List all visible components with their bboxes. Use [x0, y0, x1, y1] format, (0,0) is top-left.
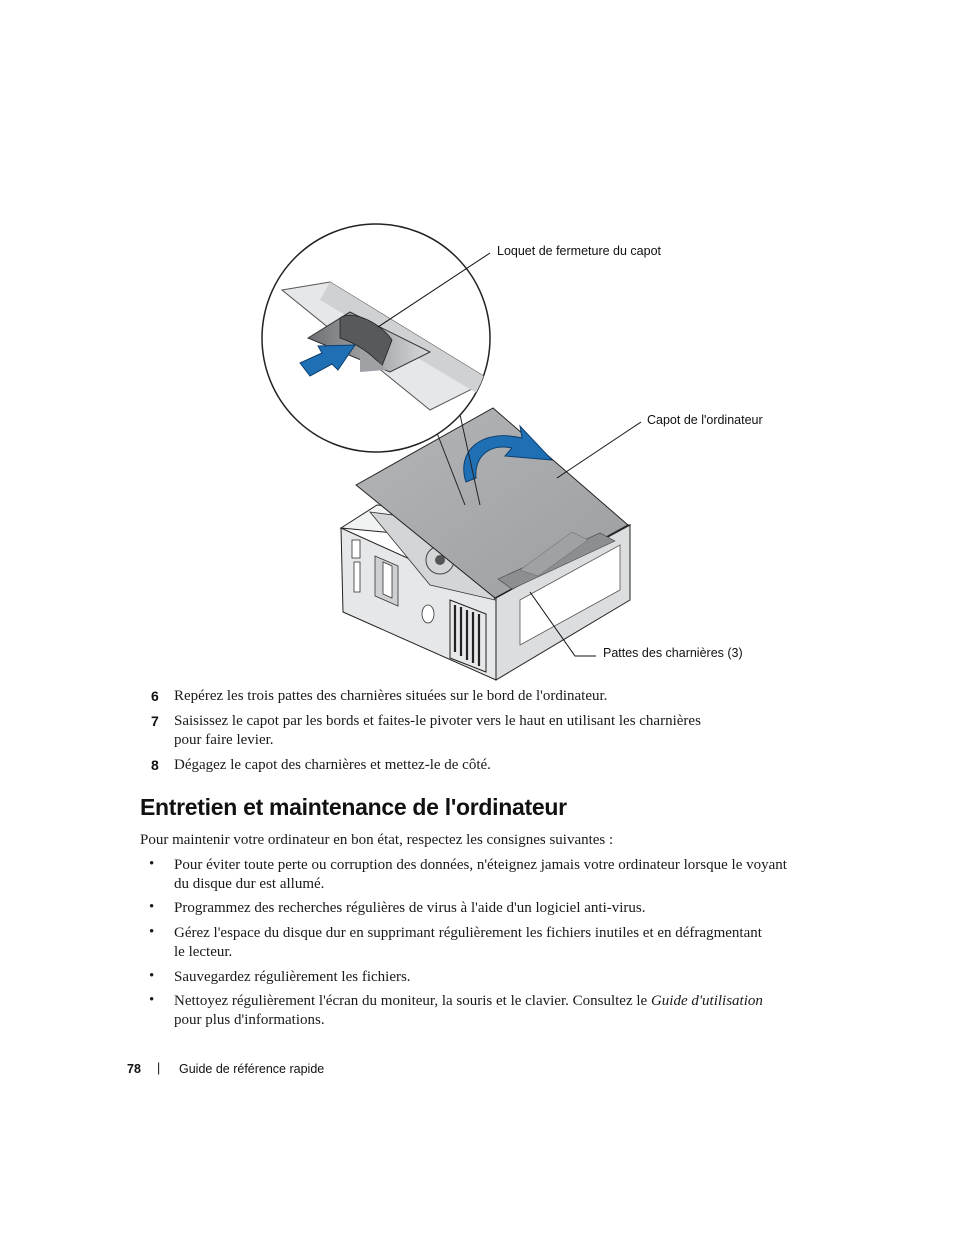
callout-cover-latch: Loquet de fermeture du capot — [497, 244, 662, 258]
step-text: Saisissez le capot par les bords et faites-le pivoter vers le haut en utilisant les charnières — [174, 713, 701, 729]
bullet-text: Programmez des recherches régulières de virus à l'aide d'un logiciel anti-virus. — [174, 900, 646, 916]
step-number: 6 — [151, 688, 159, 704]
bullet-dot: • — [149, 899, 155, 915]
step-number: 7 — [151, 713, 159, 729]
section-intro: Pour maintenir votre ordinateur en bon état, respectez les consignes suivantes : — [140, 832, 614, 848]
bullet-text: pour plus d'informations. — [174, 1012, 325, 1028]
footer-title: Guide de référence rapide — [179, 1062, 325, 1076]
guide-title-italic: Guide d'utilisation — [650, 993, 763, 1009]
footer-separator: | — [157, 1061, 161, 1075]
bullet-text: le lecteur. — [174, 944, 233, 960]
bullet-dot: • — [149, 856, 155, 872]
step-text: Repérez les trois pattes des charnières situées sur le bord de l'ordinateur. — [174, 688, 608, 704]
callout-hinge-tabs: Pattes des charnières (3) — [603, 646, 743, 660]
bullet-dot: • — [149, 924, 155, 940]
latch-detail-magnifier — [262, 224, 490, 452]
bullet-text: du disque dur est allumé. — [174, 876, 325, 892]
step-number: 8 — [151, 757, 159, 773]
bullet-text: Sauvegardez régulièrement les fichiers. — [174, 969, 411, 985]
bullet-text-plain: Nettoyez régulièrement l'écran du moniteur, la souris et le clavier. Consultez le — [174, 993, 651, 1009]
bullet-dot: • — [149, 968, 155, 984]
section-heading: Entretien et maintenance de l'ordinateur — [140, 794, 567, 820]
callout-computer-cover: Capot de l'ordinateur — [647, 413, 763, 427]
step-text: Dégagez le capot des charnières et mettez-le de côté. — [174, 757, 491, 773]
page-number: 78 — [127, 1062, 141, 1076]
bullet-text — [174, 992, 763, 1011]
bullet-text: Gérez l'espace du disque dur en supprimant régulièrement les fichiers inutiles et en défragmentant — [174, 925, 762, 941]
step-text: pour faire levier. — [174, 732, 274, 748]
bullet-text: Pour éviter toute perte ou corruption des données, n'éteignez jamais votre ordinateur lorsque le voyant — [174, 857, 787, 873]
bullet-dot: • — [149, 992, 155, 1008]
